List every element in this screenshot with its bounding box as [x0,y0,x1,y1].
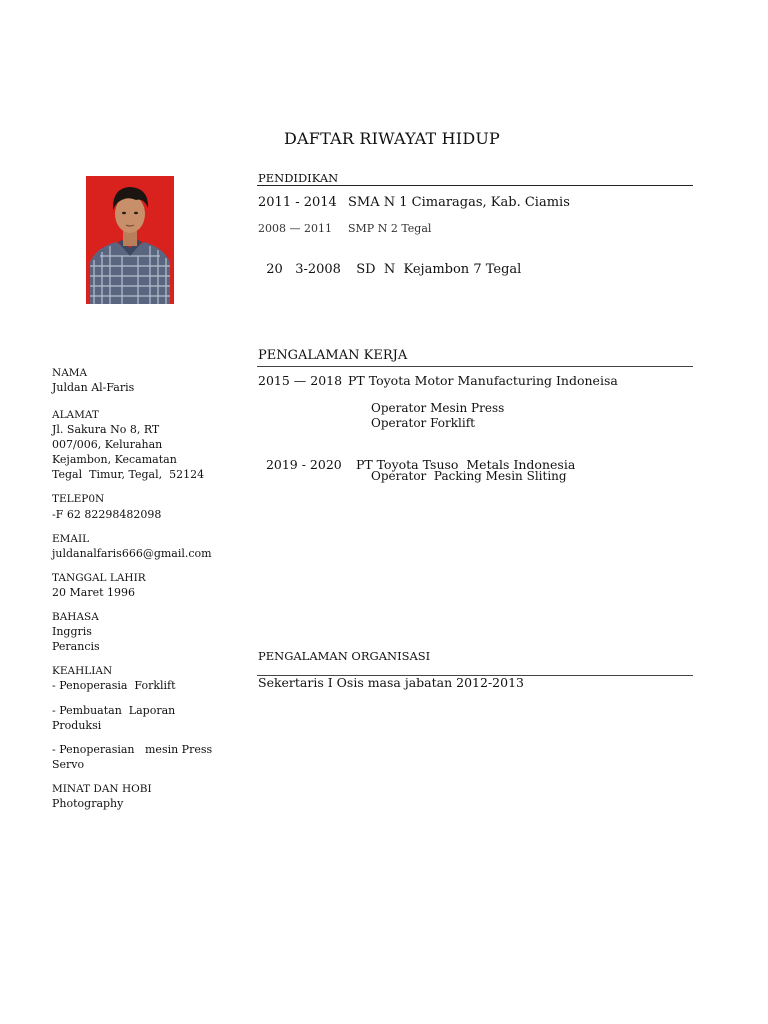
job-role: Operator Packing Mesin Sliting [371,469,567,483]
keahlian-label: KEAHLIAN [52,665,113,677]
tanggal-lahir-value: 20 Maret 1996 [52,586,135,599]
job-row [258,442,575,472]
minat-label: MINAT DAN HOBI [52,783,152,795]
alamat-value: Jl. Sakura No 8, RT 007/006, Kelurahan Kejambon, Kecamatan Tegal Timur, Tegal, 52124 [52,423,205,481]
email-value: juldanalfaris666@gmail.com [52,547,212,560]
pendidikan-divider [257,185,693,186]
minat-value: Photography [52,797,124,810]
telepon-value: -F 62 82298482098 [52,508,162,521]
portrait-image [86,176,174,304]
job-years: 2019 - 2020 [265,457,342,472]
keahlian-item: - Penoperasia Forklift [52,679,176,692]
organisasi-heading: PENGALAMAN ORGANISASI [258,649,431,663]
education-row [258,247,521,277]
education-school: SD N Kejambon 7 Tegal [356,262,522,277]
kerja-divider [257,366,693,367]
tanggal-lahir-label: TANGGAL LAHIR [52,572,146,584]
nama-label: NAMA [52,367,88,379]
nama-value: Juldan Al-Faris [52,381,135,394]
keahlian-item: - Penoperasian mesin Press Servo [52,743,213,771]
keahlian-item: - Pembuatan Laporan Produksi [52,704,176,732]
page-title: DAFTAR RIWAYAT HIDUP [284,129,500,148]
kerja-heading: PENGALAMAN KERJA [258,348,408,363]
education-row [258,222,431,235]
telepon-label: TELEP0N [52,493,105,505]
organisasi-item: Sekertaris I Osis masa jabatan 2012-2013 [258,675,524,690]
job-company: PT Toyota Motor Manufacturing Indoneisa [348,373,618,388]
bahasa-label: BAHASA [52,611,99,623]
profile-photo [86,176,174,304]
pendidikan-heading: PENDIDIKAN [258,171,339,185]
education-school: SMP N 2 Tegal [348,222,432,235]
email-label: EMAIL [52,533,90,545]
bahasa-value: Inggris Perancis [52,625,100,653]
job-years: 2015 — 2018 [258,373,343,388]
education-years: 20 3-2008 [266,262,341,277]
education-years: 2008 — 2011 [258,222,332,235]
job-role: Operator Forklift [371,416,475,430]
job-company: PT Toyota Tsuso Metals Indonesia [355,457,576,472]
job-role: Operator Mesin Press [371,401,505,415]
education-school: SMA N 1 Cimaragas, Kab. Ciamis [348,195,570,210]
job-row [258,373,618,388]
alamat-label: ALAMAT [52,409,99,421]
education-years: 2011 - 2014 [258,195,337,210]
education-row [258,195,570,210]
